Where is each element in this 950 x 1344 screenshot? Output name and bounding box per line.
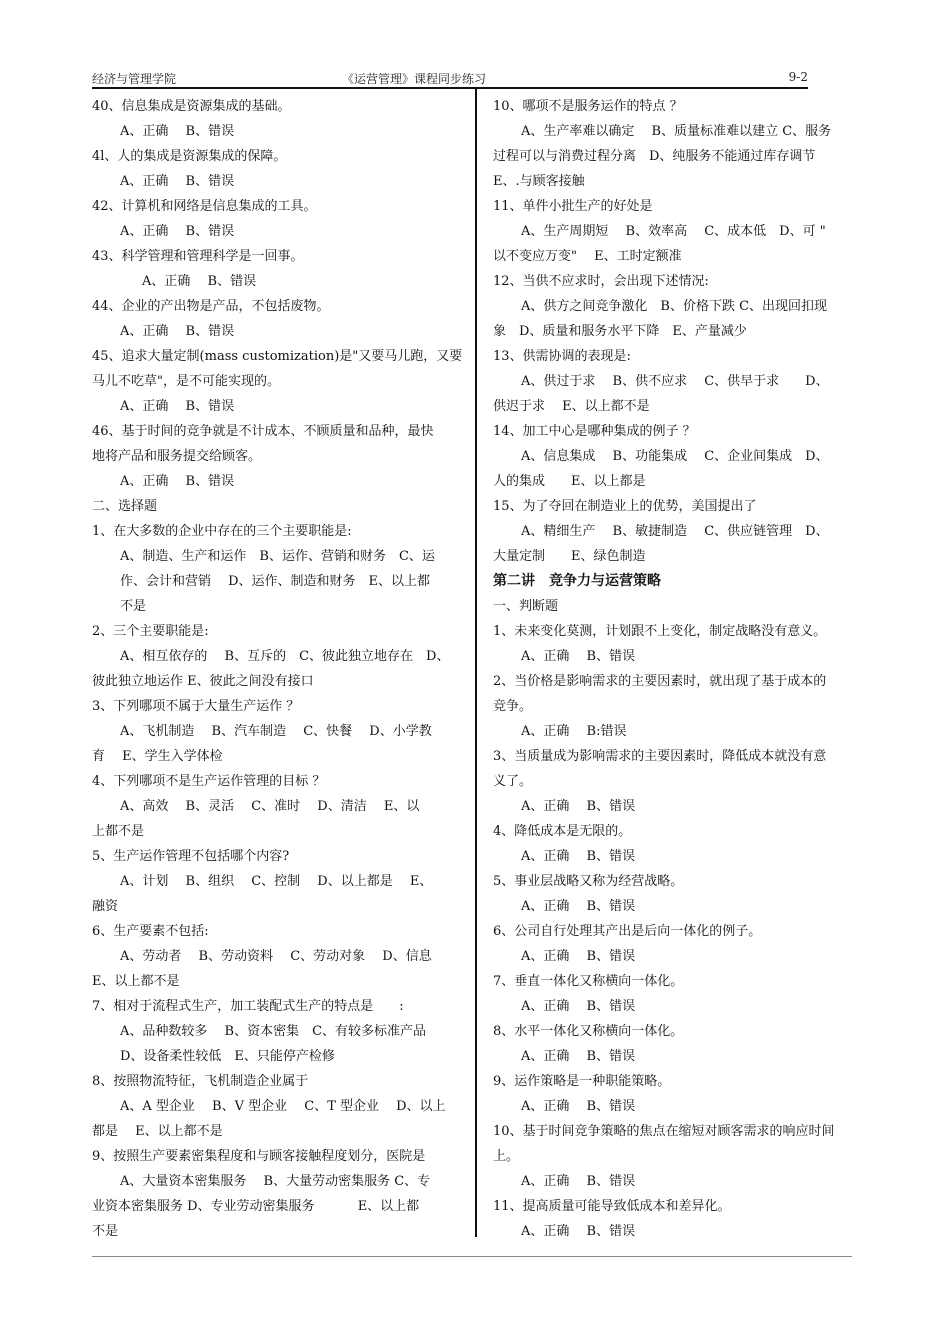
text-line: A、正确 B、错误 xyxy=(521,1049,636,1064)
text-line: 象 D、质量和服务水平下降 E、产量减少 xyxy=(493,324,747,339)
text-line: 不是 xyxy=(120,599,147,614)
text-line: D、设备柔性较低 E、只能停产检修 xyxy=(120,1049,335,1064)
text-line: 上。 xyxy=(493,1149,520,1164)
text-line: 融资 xyxy=(92,899,119,914)
header-rule xyxy=(92,87,808,89)
text-line: 业资本密集服务 D、专业劳动密集服务 E、以上都 xyxy=(92,1199,420,1214)
text-line: 2、三个主要职能是: xyxy=(92,624,209,639)
text-line: 5、生产运作管理不包括哪个内容? xyxy=(92,849,290,864)
text-line: 46、基于时间的竞争就是不计成本、不顾质量和品种，最快 xyxy=(92,424,434,439)
text-line: 8、按照物流特征，飞机制造企业属于 xyxy=(92,1074,309,1089)
text-line: A、正确 B、错误 xyxy=(120,224,235,239)
text-line: A、正确 B、错误 xyxy=(521,1099,636,1114)
text-line: A、精细生产 B、敏捷制造 C、供应链管理 D、 xyxy=(521,524,829,539)
text-line: 人的集成 E、以上都是 xyxy=(493,474,646,489)
text-line: 不是 xyxy=(92,1224,119,1239)
text-line: A、高效 B、灵活 C、准时 D、清洁 E、以 xyxy=(120,799,420,814)
text-line: A、正确 B、错误 xyxy=(521,949,636,964)
section-heading: 第二讲 竞争力与运营策略 xyxy=(493,573,661,589)
text-line: 12、当供不应求时，会出现下述情况: xyxy=(493,274,709,289)
text-line: A、生产率难以确定 B、质量标准难以建立 C、服务 xyxy=(521,124,832,139)
text-line: 9、按照生产要素密集程度和与顾客接触程度划分，医院是 xyxy=(92,1149,426,1164)
header-page-number: 9-2 xyxy=(788,70,808,84)
text-line: 4、降低成本是无限的。 xyxy=(493,824,632,839)
text-line: 40、信息集成是资源集成的基础。 xyxy=(92,99,291,114)
text-line: 4l、人的集成是资源集成的保障。 xyxy=(92,149,287,164)
text-line: E、.与顾客接触 xyxy=(493,174,585,189)
text-line: 4、下列哪项不是生产运作管理的目标 ？ xyxy=(92,774,326,789)
text-line: 7、相对于流程式生产，加工装配式生产的特点是 : xyxy=(92,999,404,1014)
text-line: A、正确 B、错误 xyxy=(120,124,235,139)
text-line: 43、科学管理和管理科学是一回事。 xyxy=(92,249,304,264)
text-line: A、正确 B:错误 xyxy=(521,724,627,739)
text-line: A、正确 B、错误 xyxy=(521,1224,636,1239)
text-line: A、正确 B、错误 xyxy=(142,274,257,289)
text-line: 5、事业层战略又称为经营战略。 xyxy=(493,874,684,889)
text-line: 竞争。 xyxy=(493,699,533,714)
text-line: A、供过于求 B、供不应求 C、供早于求 D、 xyxy=(521,374,829,389)
text-line: 44、企业的产出物是产品，不包括废物。 xyxy=(92,299,330,314)
text-line: A、正确 B、错误 xyxy=(120,474,235,489)
text-line: 14、加工中心是哪种集成的例子 ？ xyxy=(493,424,696,439)
text-line: A、信息集成 B、功能集成 C、企业间集成 D、 xyxy=(521,449,829,464)
text-line: 2、当价格是影响需求的主要因素时，就出现了基于成本的 xyxy=(493,674,827,689)
text-line: A、正确 B、错误 xyxy=(521,649,636,664)
text-line: A、正确 B、错误 xyxy=(521,799,636,814)
text-line: 二、选择题 xyxy=(92,499,158,514)
text-line: 11、单件小批生产的好处是 xyxy=(493,199,653,214)
text-line: 作、会计和营销 D、运作、制造和财务 E、以上都 xyxy=(120,574,431,589)
text-line: A、劳动者 B、劳动资料 C、劳动对象 D、信息 xyxy=(120,949,432,964)
page-header xyxy=(92,68,808,86)
text-line: E、以上都不是 xyxy=(92,974,180,989)
text-line: 育 E、学生入学体检 xyxy=(92,749,223,764)
text-line: 15、为了夺回在制造业上的优势，美国提出了 xyxy=(493,499,757,514)
text-line: A、生产周期短 B、效率高 C、成本低 D、可 " xyxy=(521,224,826,239)
header-school: 经济与管理学院 xyxy=(92,72,177,86)
text-line: A、正确 B、错误 xyxy=(120,174,235,189)
text-line: A、正确 B、错误 xyxy=(120,399,235,414)
text-line: 1、未来变化莫测，计划跟不上变化，制定战略没有意义。 xyxy=(493,624,827,639)
text-line: 11、提高质量可能导致低成本和差异化。 xyxy=(493,1199,731,1214)
text-line: 6、生产要素不包括: xyxy=(92,924,209,939)
text-line: 以不变应万变" E、工时定额准 xyxy=(493,249,682,264)
text-line: A、A 型企业 B、V 型企业 C、T 型企业 D、以上 xyxy=(120,1099,446,1114)
text-line: 彼此独立地运作 E、彼此之间没有接口 xyxy=(92,674,314,689)
text-line: 上都不是 xyxy=(92,824,145,839)
text-line: 都是 E、以上都不是 xyxy=(92,1124,223,1139)
text-line: 8、水平一体化又称横向一体化。 xyxy=(493,1024,684,1039)
text-line: 42、计算机和网络是信息集成的工具。 xyxy=(92,199,317,214)
text-line: 1、在大多数的企业中存在的三个主要职能是: xyxy=(92,524,352,539)
text-line: 3、当质量成为影响需求的主要因素时，降低成本就没有意 xyxy=(493,749,827,764)
text-line: 过程可以与消费过程分离 D、纯服务不能通过库存调节 xyxy=(493,149,816,164)
text-line: A、计划 B、组织 C、控制 D、以上都是 E、 xyxy=(120,874,433,889)
footer-rule xyxy=(92,1256,852,1257)
text-line: 45、追求大量定制(mass customization)是"又要马儿跑，又要 xyxy=(92,349,463,364)
text-line: A、飞机制造 B、汽车制造 C、快餐 D、小学教 xyxy=(120,724,432,739)
text-line: A、正确 B、错误 xyxy=(120,324,235,339)
text-line: A、供方之间竞争激化 B、价格下跌 C、出现回扣现 xyxy=(521,299,828,314)
text-line: 13、供需协调的表现是: xyxy=(493,349,631,364)
column-divider xyxy=(475,89,477,1237)
text-line: 大量定制 E、绿色制造 xyxy=(493,549,646,564)
text-line: 马儿不吃草"，是不可能实现的。 xyxy=(92,374,280,389)
text-line: A、正确 B、错误 xyxy=(521,849,636,864)
text-line: A、品种数较多 B、资本密集 C、有较多标准产品 xyxy=(120,1024,427,1039)
text-line: A、相互依存的 B、互斥的 C、彼此独立地存在 D、 xyxy=(120,649,450,664)
text-line: 一、判断题 xyxy=(493,599,559,614)
text-line: 10、基于时间竞争策略的焦点在缩短对顾客需求的响应时间 xyxy=(493,1124,835,1139)
text-line: A、大量资本密集服务 B、大量劳动密集服务 C、专 xyxy=(120,1174,431,1189)
text-line: A、正确 B、错误 xyxy=(521,1174,636,1189)
text-line: 7、垂直一体化又称横向一体化。 xyxy=(493,974,684,989)
text-line: 3、下列哪项不属于大量生产运作 ？ xyxy=(92,699,300,714)
text-line: 地将产品和服务提交给顾客。 xyxy=(92,449,262,464)
text-line: A、正确 B、错误 xyxy=(521,999,636,1014)
left-column xyxy=(92,94,464,1244)
header-course-title: 《运营管理》课程同步练习 xyxy=(342,72,487,86)
text-line: 供迟于求 E、以上都不是 xyxy=(493,399,650,414)
text-line: A、制造、生产和运作 B、运作、营销和财务 C、运 xyxy=(120,549,435,564)
text-line: 义了。 xyxy=(493,774,533,789)
right-column xyxy=(493,94,865,1244)
text-line: 6、公司自行处理其产出是后向一体化的例子。 xyxy=(493,924,762,939)
text-line: A、正确 B、错误 xyxy=(521,899,636,914)
text-line: 10、哪项不是服务运作的特点 ？ xyxy=(493,99,683,114)
text-line: 9、运作策略是一种职能策略。 xyxy=(493,1074,671,1089)
